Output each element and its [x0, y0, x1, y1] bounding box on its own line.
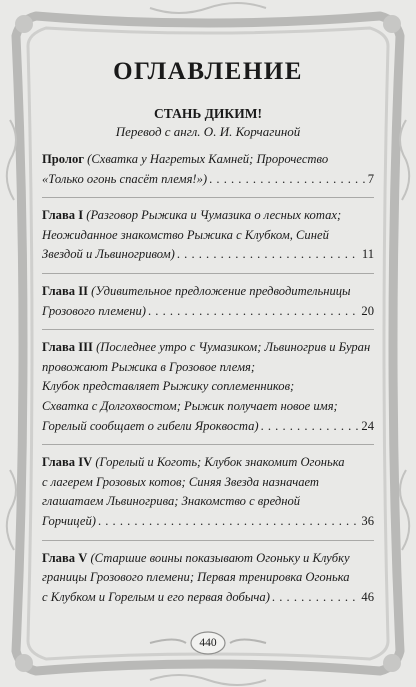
chapter-description: (Старшие воины показывают Огоньку и Клубку [90, 550, 350, 565]
translator-credit: Перевод с англ. О. И. Корчагиной [115, 124, 301, 139]
toc-entry[interactable] [42, 282, 374, 330]
toc-entry-line [42, 512, 374, 532]
entry-page-number: 36 [361, 513, 374, 528]
toc-entry-line [42, 549, 374, 569]
leader-dots [148, 302, 359, 322]
chapter-description: границы Грозового племени; Первая тренировка Огонька [42, 570, 350, 585]
chapter-description: глашатаем Львиногрива; Знакомство с вредной [42, 494, 301, 509]
toc-entry-line [42, 397, 374, 417]
entry-page-number: 7 [367, 171, 374, 186]
chapter-description: «Только огонь спасёт племя!») [42, 171, 208, 186]
toc-entry-line [42, 226, 374, 246]
leader-dots [209, 170, 366, 190]
chapter-description: Горчицей) [42, 513, 96, 528]
toc-entry-line [42, 588, 374, 608]
chapter-description: Схватка с Долгохвостом; Рыжик получает новое имя; [42, 398, 338, 413]
toc-entry[interactable] [42, 338, 374, 445]
chapter-description: провожают Рыжика в Грозовое племя; [42, 359, 256, 374]
toc-list [42, 150, 374, 615]
toc-entry-line [42, 377, 374, 397]
toc-entry-line [42, 358, 374, 378]
toc-entry-line [42, 568, 374, 588]
toc-entry-line [42, 282, 374, 302]
chapter-label: Глава III [42, 340, 93, 355]
chapter-description: (Схватка у Нагретых Камней; Пророчество [87, 152, 329, 166]
chapter-description: Неожиданное знакомство Рыжика с Клубком, Синей [42, 227, 329, 242]
chapter-description: (Последнее утро с Чумазиком; Львиногрив и Буран [96, 340, 371, 355]
toc-entry-line [42, 150, 374, 170]
toc-entry-line [42, 245, 374, 265]
leader-dots [177, 245, 360, 265]
chapter-label: Пролог [42, 152, 85, 166]
page-number: 440 [199, 637, 217, 649]
entry-page-number: 11 [361, 247, 374, 262]
toc-entry[interactable] [42, 549, 374, 616]
chapter-description: Грозового племени) [42, 303, 146, 318]
chapter-description: с лагерем Грозовых котов; Синяя Звезда назначает [42, 474, 320, 489]
toc-entry-line [42, 170, 374, 190]
chapter-description: Горелый сообщает о гибели Яроквоста) [42, 418, 259, 433]
chapter-description: (Разговор Рыжика и Чумазика о лесных котах; [86, 208, 342, 223]
chapter-label: Глава II [42, 283, 89, 298]
page-title: ОГЛАВЛЕНИЕ [113, 58, 303, 85]
entry-page-number: 24 [361, 418, 374, 433]
toc-entry-line [42, 453, 374, 473]
leader-dots [98, 512, 359, 532]
chapter-label: Глава IV [42, 455, 93, 470]
toc-entry-line [42, 492, 374, 512]
entry-page-number: 20 [361, 303, 374, 318]
toc-entry-line [42, 302, 374, 322]
chapter-description: Клубок представляет Рыжику соплеменников; [42, 379, 295, 394]
toc-entry[interactable] [42, 150, 374, 198]
chapter-description: (Удивительное предложение предводительницы [91, 283, 351, 298]
toc-entry-line [42, 206, 374, 226]
entry-page-number: 46 [361, 589, 374, 604]
toc-entry[interactable] [42, 206, 374, 274]
book-title: СТАНЬ ДИКИМ! [154, 106, 262, 121]
chapter-description: Звездой и Львиногривом) [42, 247, 175, 262]
leader-dots [261, 417, 360, 437]
chapter-description: (Горелый и Коготь; Клубок знакомит Огонька [95, 455, 345, 470]
chapter-description: с Клубком и Горелым и его первая добыча) [42, 589, 270, 604]
toc-content [42, 58, 374, 623]
chapter-label: Глава I [42, 208, 84, 223]
toc-entry-line [42, 473, 374, 493]
toc-entry-line [42, 417, 374, 437]
leader-dots [272, 588, 359, 608]
toc-entry[interactable] [42, 453, 374, 540]
toc-entry-line [42, 338, 374, 358]
chapter-label: Глава V [42, 550, 88, 565]
